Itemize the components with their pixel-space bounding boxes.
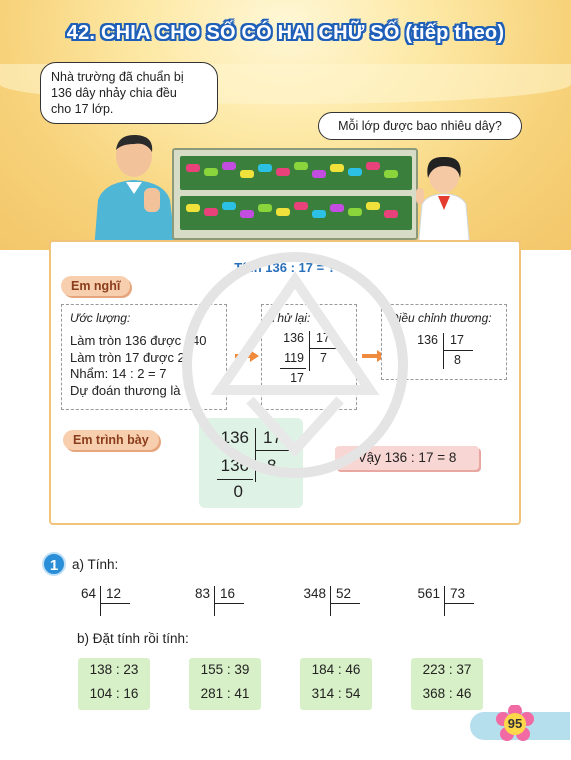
teacher-speech-line-1: Nhà trường đã chuẩn bị [51, 70, 184, 84]
exercise-a-division [296, 586, 376, 620]
exercise-a-division [72, 586, 142, 620]
lesson-title: 42. CHIA CHO SỐ CÓ HAI CHỮ SỐ (tiếp theo) [66, 22, 505, 44]
think-label: Em nghĩ [61, 276, 130, 296]
jump-ropes-icon [180, 156, 412, 232]
exercise-b-expression: 368 : 46 [422, 686, 472, 701]
exercise-number-badge: 1 [42, 552, 66, 576]
exercise-a-underline [100, 603, 130, 604]
exercise-b-box [411, 658, 483, 710]
exercise-b-expression: 184 : 46 [311, 662, 361, 677]
exercise-b-expression: 314 : 54 [311, 686, 361, 701]
try-label: Thử lại: [270, 311, 311, 325]
exercise-a-divisor: 12 [106, 586, 122, 601]
exercise-a-underline [330, 603, 360, 604]
exercise-b-box [189, 658, 261, 710]
present-quotient: 8 [267, 456, 277, 475]
exercise-b-expression: 223 : 37 [422, 662, 472, 677]
teacher-speech-line-3: cho 17 lớp. [51, 102, 114, 116]
estimate-line: Làm tròn 17 được 20 [70, 349, 193, 365]
watermark-logo-icon [180, 250, 410, 480]
estimate-line: Làm tròn 136 được 140 [70, 333, 207, 348]
exercise-b-expression: 138 : 23 [89, 662, 139, 677]
adjust-long-division [412, 333, 492, 377]
try-divisor: 17 [316, 331, 330, 345]
exercise-a-divisor: 16 [220, 586, 236, 601]
exercise-a-divisor: 52 [336, 586, 352, 601]
exercise-a-bar [330, 586, 331, 616]
try-quotient: 7 [320, 351, 327, 365]
exercise-a-underline [444, 603, 474, 604]
adjust-quotient: 8 [454, 353, 461, 367]
student-illustration [408, 154, 478, 250]
present-label: Em trình bày [63, 430, 159, 450]
exercise-a-division [186, 586, 256, 620]
adjust-divisor: 17 [450, 333, 464, 347]
adjust-dividend: 136 [417, 333, 438, 347]
exercise-a-division [410, 586, 490, 620]
exercise-a-bar [444, 586, 445, 616]
estimate-label: Ước lượng: [70, 311, 131, 325]
present-dividend: 136 [220, 428, 249, 447]
result-statement: Vậy 136 : 17 = 8 [335, 446, 479, 470]
exercise-a-divisor: 73 [450, 586, 466, 601]
exercise-part-b-label: b) Đặt tính rồi tính: [77, 631, 189, 646]
adjust-divisor-underline [443, 350, 473, 351]
classroom-illustration [0, 140, 571, 250]
exercise-b-expression: 281 : 41 [200, 686, 250, 701]
present-product: 136 [220, 456, 249, 475]
try-product: 119 [284, 351, 304, 365]
exercise-b-box [300, 658, 372, 710]
present-divisor: 17 [263, 428, 282, 447]
adjust-label: Điều chỉnh thương: [390, 311, 492, 325]
present-remainder: 0 [233, 482, 243, 501]
exercise-b-box [78, 658, 150, 710]
estimate-line: Dự đoán thương là 7 [70, 382, 192, 398]
jump-rope-shelf [172, 148, 418, 240]
exercise-a-dividend: 64 [80, 586, 96, 601]
task-title: Tính 136 : 17 = ? [234, 260, 336, 275]
exercise-a-bar [100, 586, 101, 616]
exercise-a-bar [214, 586, 215, 616]
page-number: 95 [507, 716, 523, 731]
estimate-line: Nhẩm: 14 : 2 = 7 [70, 366, 167, 381]
exercise-b-expression: 155 : 39 [200, 662, 250, 677]
try-dividend: 136 [283, 331, 304, 345]
try-remainder: 17 [290, 371, 304, 385]
exercise-a-underline [214, 603, 244, 604]
teacher-speech-line-2: 136 dây nhảy chia đều [51, 86, 177, 100]
exercise-part-a-label: a) Tính: [72, 557, 119, 572]
student-speech-bubble: Mỗi lớp được bao nhiêu dây? [318, 112, 522, 140]
teacher-speech-bubble [40, 62, 218, 124]
exercise-a-dividend: 83 [194, 586, 210, 601]
exercise-b-expression: 104 : 16 [89, 686, 139, 701]
exercise-a-dividend: 561 [417, 586, 440, 601]
exercise-a-dividend: 348 [303, 586, 326, 601]
